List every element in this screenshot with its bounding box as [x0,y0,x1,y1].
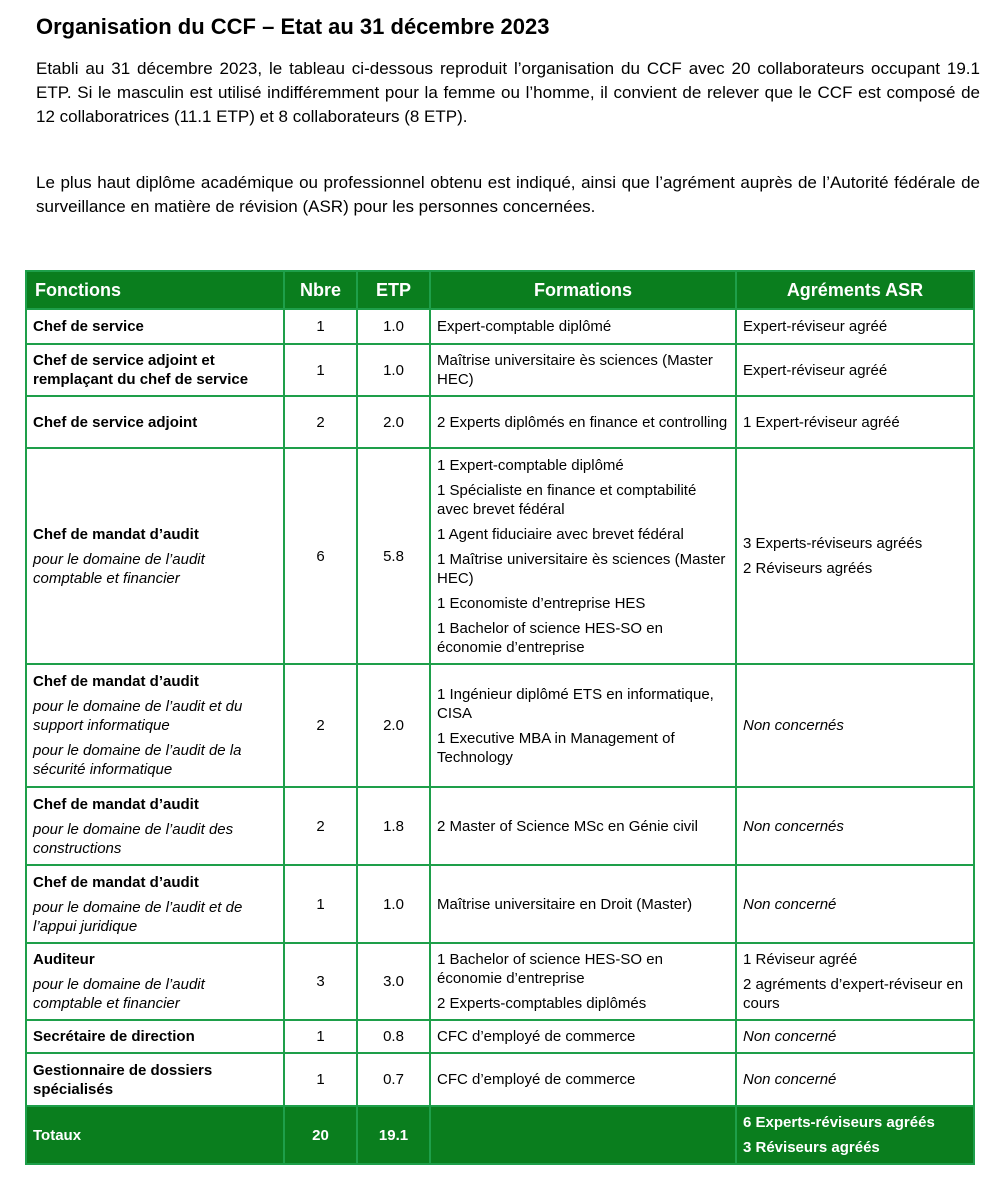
agrement-item: 2 agréments d’expert-réviseur en cours [743,976,964,1012]
formation-item: 1 Spécialiste en finance et comptabilité avec brevet fédéral [437,481,697,518]
fonction-domain: pour le domaine de l’audit et de l’appui juridique [33,898,243,935]
cell-etp: 1.0 [357,309,430,344]
cell-formations [430,396,736,448]
agrement-item: 3 Experts-réviseurs agréés [743,535,923,552]
cell-etp: 5.8 [357,448,430,664]
cell-formations [430,787,736,865]
formation-item: 1 Maîtrise universitaire ès sciences (Master HEC) [437,550,726,587]
cell-agrements [736,865,974,943]
formation-item: 1 Bachelor of science HES-SO en économie d’entreprise [437,951,663,987]
formation-item: 2 Master of Science MSc en Génie civil [437,817,698,835]
cell-fonction [26,396,284,448]
cell-formations [430,309,736,344]
cell-etp: 2.0 [357,664,430,787]
header-agrements: Agréments ASR [736,271,974,309]
cell-formations [430,1053,736,1106]
fonction-domain: pour le domaine de l’audit et du support informatique [33,698,243,734]
diploma-note-paragraph: Le plus haut diplôme académique ou professionnel obtenu est indiqué, ainsi que l’agrément auprès de l’Autorité fédérale de surveillance en matière de révision (ASR) pour les personnes concernées. [36,173,980,216]
header-etp: ETP [357,271,430,309]
fonction-domain: pour le domaine de l’audit comptable et financier [33,976,205,1012]
cell-agrements [736,448,974,664]
cell-nbre: 3 [284,943,357,1020]
cell-nbre: 2 [284,787,357,865]
cell-etp: 1.8 [357,787,430,865]
cell-nbre: 1 [284,344,357,396]
formation-item: 2 Experts-comptables diplômés [437,995,647,1012]
fonction-title: Chef de mandat d’audit [33,525,199,543]
agrement-item: Non concerné [743,1071,837,1088]
totals-agrement-item: 3 Réviseurs agréés [743,1139,880,1156]
cell-agrements [736,943,974,1020]
formation-item: 1 Ingénieur diplômé ETS en informatique, CISA [437,685,714,722]
table-row [26,1020,974,1053]
page-title: Organisation du CCF – Etat au 31 décembre 2023 [36,14,550,39]
agrement-item: 1 Réviseur agréé [743,951,858,968]
agrement-item: Expert-réviseur agréé [743,361,888,379]
formation-item: Expert-comptable diplômé [437,318,612,335]
totals-label: Totaux [26,1106,284,1164]
cell-fonction [26,448,284,664]
formation-item: Maîtrise universitaire ès sciences (Master HEC) [437,352,713,388]
cell-etp: 1.0 [357,865,430,943]
intro-paragraph: Etabli au 31 décembre 2023, le tableau ci-dessous reproduit l’organisation du CCF avec 20 collaborateurs occupant 19.1 ETP. Si le masculin est utilisé indifféremment pour la femme ou l’homme, il convient de relever que le CCF est composé de 12 collaboratrices (11.1 ETP) et 8 collaborateurs (8 ETP). [36,59,980,126]
fonction-domain: pour le domaine de l’audit comptable et financier [33,550,205,587]
header-formations: Formations [430,271,736,309]
cell-etp: 0.8 [357,1020,430,1053]
organisation-table [25,270,975,1165]
cell-agrements [736,344,974,396]
cell-agrements [736,664,974,787]
cell-formations [430,865,736,943]
table-row [26,448,974,664]
table-header-row [26,271,974,309]
table-row [26,787,974,865]
formation-item: 2 Experts diplômés en finance et controlling [437,413,728,431]
cell-nbre: 6 [284,448,357,664]
agrement-item: 1 Expert-réviseur agréé [743,413,900,431]
cell-agrements [736,309,974,344]
cell-nbre: 2 [284,396,357,448]
formation-item: 1 Agent fiduciaire avec brevet fédéral [437,525,684,543]
fonction-domain: pour le domaine de l’audit de la sécurité informatique [33,742,242,778]
agrement-item: Non concerné [743,1028,837,1045]
fonction-title: Chef de service adjoint et remplaçant du chef de service [33,352,249,388]
cell-fonction [26,1053,284,1106]
header-nbre: Nbre [284,271,357,309]
cell-nbre: 1 [284,309,357,344]
cell-agrements [736,396,974,448]
table-row [26,865,974,943]
formation-item: 1 Executive MBA in Management of Technology [437,729,675,766]
formation-item: 1 Expert-comptable diplômé [437,456,624,474]
fonction-title: Chef de mandat d’audit [33,873,199,891]
cell-nbre: 1 [284,865,357,943]
cell-formations [430,664,736,787]
cell-etp: 0.7 [357,1053,430,1106]
fonction-title: Chef de mandat d’audit [33,673,199,690]
cell-etp: 3.0 [357,943,430,1020]
formation-item: CFC d’employé de commerce [437,1071,636,1088]
cell-fonction [26,865,284,943]
agrement-item: Expert-réviseur agréé [743,318,888,335]
table-row [26,943,974,1020]
fonction-title: Chef de service [33,318,144,335]
cell-formations [430,943,736,1020]
totals-formations-empty [430,1106,736,1164]
totals-agrements [736,1106,974,1164]
cell-fonction [26,309,284,344]
table-row [26,1053,974,1106]
fonction-domain: pour le domaine de l’audit des constructions [33,820,234,857]
agrement-item: Non concernés [743,717,844,734]
cell-etp: 2.0 [357,396,430,448]
table-row [26,664,974,787]
totals-nbre: 20 [284,1106,357,1164]
cell-nbre: 1 [284,1053,357,1106]
fonction-title: Auditeur [33,951,95,968]
cell-fonction [26,787,284,865]
cell-fonction [26,344,284,396]
cell-fonction [26,943,284,1020]
table-row [26,396,974,448]
cell-formations [430,1020,736,1053]
fonction-title: Chef de service adjoint [33,413,198,431]
fonction-title: Chef de mandat d’audit [33,795,199,813]
totals-agrement-item: 6 Experts-réviseurs agréés [743,1114,935,1131]
cell-fonction [26,664,284,787]
agrement-item: Non concernés [743,817,844,835]
formation-item: Maîtrise universitaire en Droit (Master) [437,895,693,913]
formation-item: CFC d’employé de commerce [437,1028,636,1045]
cell-agrements [736,1053,974,1106]
formation-item: 1 Economiste d’entreprise HES [437,594,646,612]
cell-formations [430,448,736,664]
table-row [26,344,974,396]
agrement-item: Non concerné [743,895,837,913]
fonction-title: Secrétaire de direction [33,1028,195,1045]
cell-formations [430,344,736,396]
header-fonctions: Fonctions [26,271,284,309]
totals-etp: 19.1 [357,1106,430,1164]
cell-agrements [736,1020,974,1053]
cell-fonction [26,1020,284,1053]
totals-row [26,1106,974,1164]
cell-etp: 1.0 [357,344,430,396]
agrement-item: 2 Réviseurs agréés [743,560,873,577]
cell-nbre: 1 [284,1020,357,1053]
fonction-title: Gestionnaire de dossiers spécialisés [33,1061,213,1098]
table-row [26,309,974,344]
cell-nbre: 2 [284,664,357,787]
cell-agrements [736,787,974,865]
formation-item: 1 Bachelor of science HES-SO en économie d’entreprise [437,619,663,656]
